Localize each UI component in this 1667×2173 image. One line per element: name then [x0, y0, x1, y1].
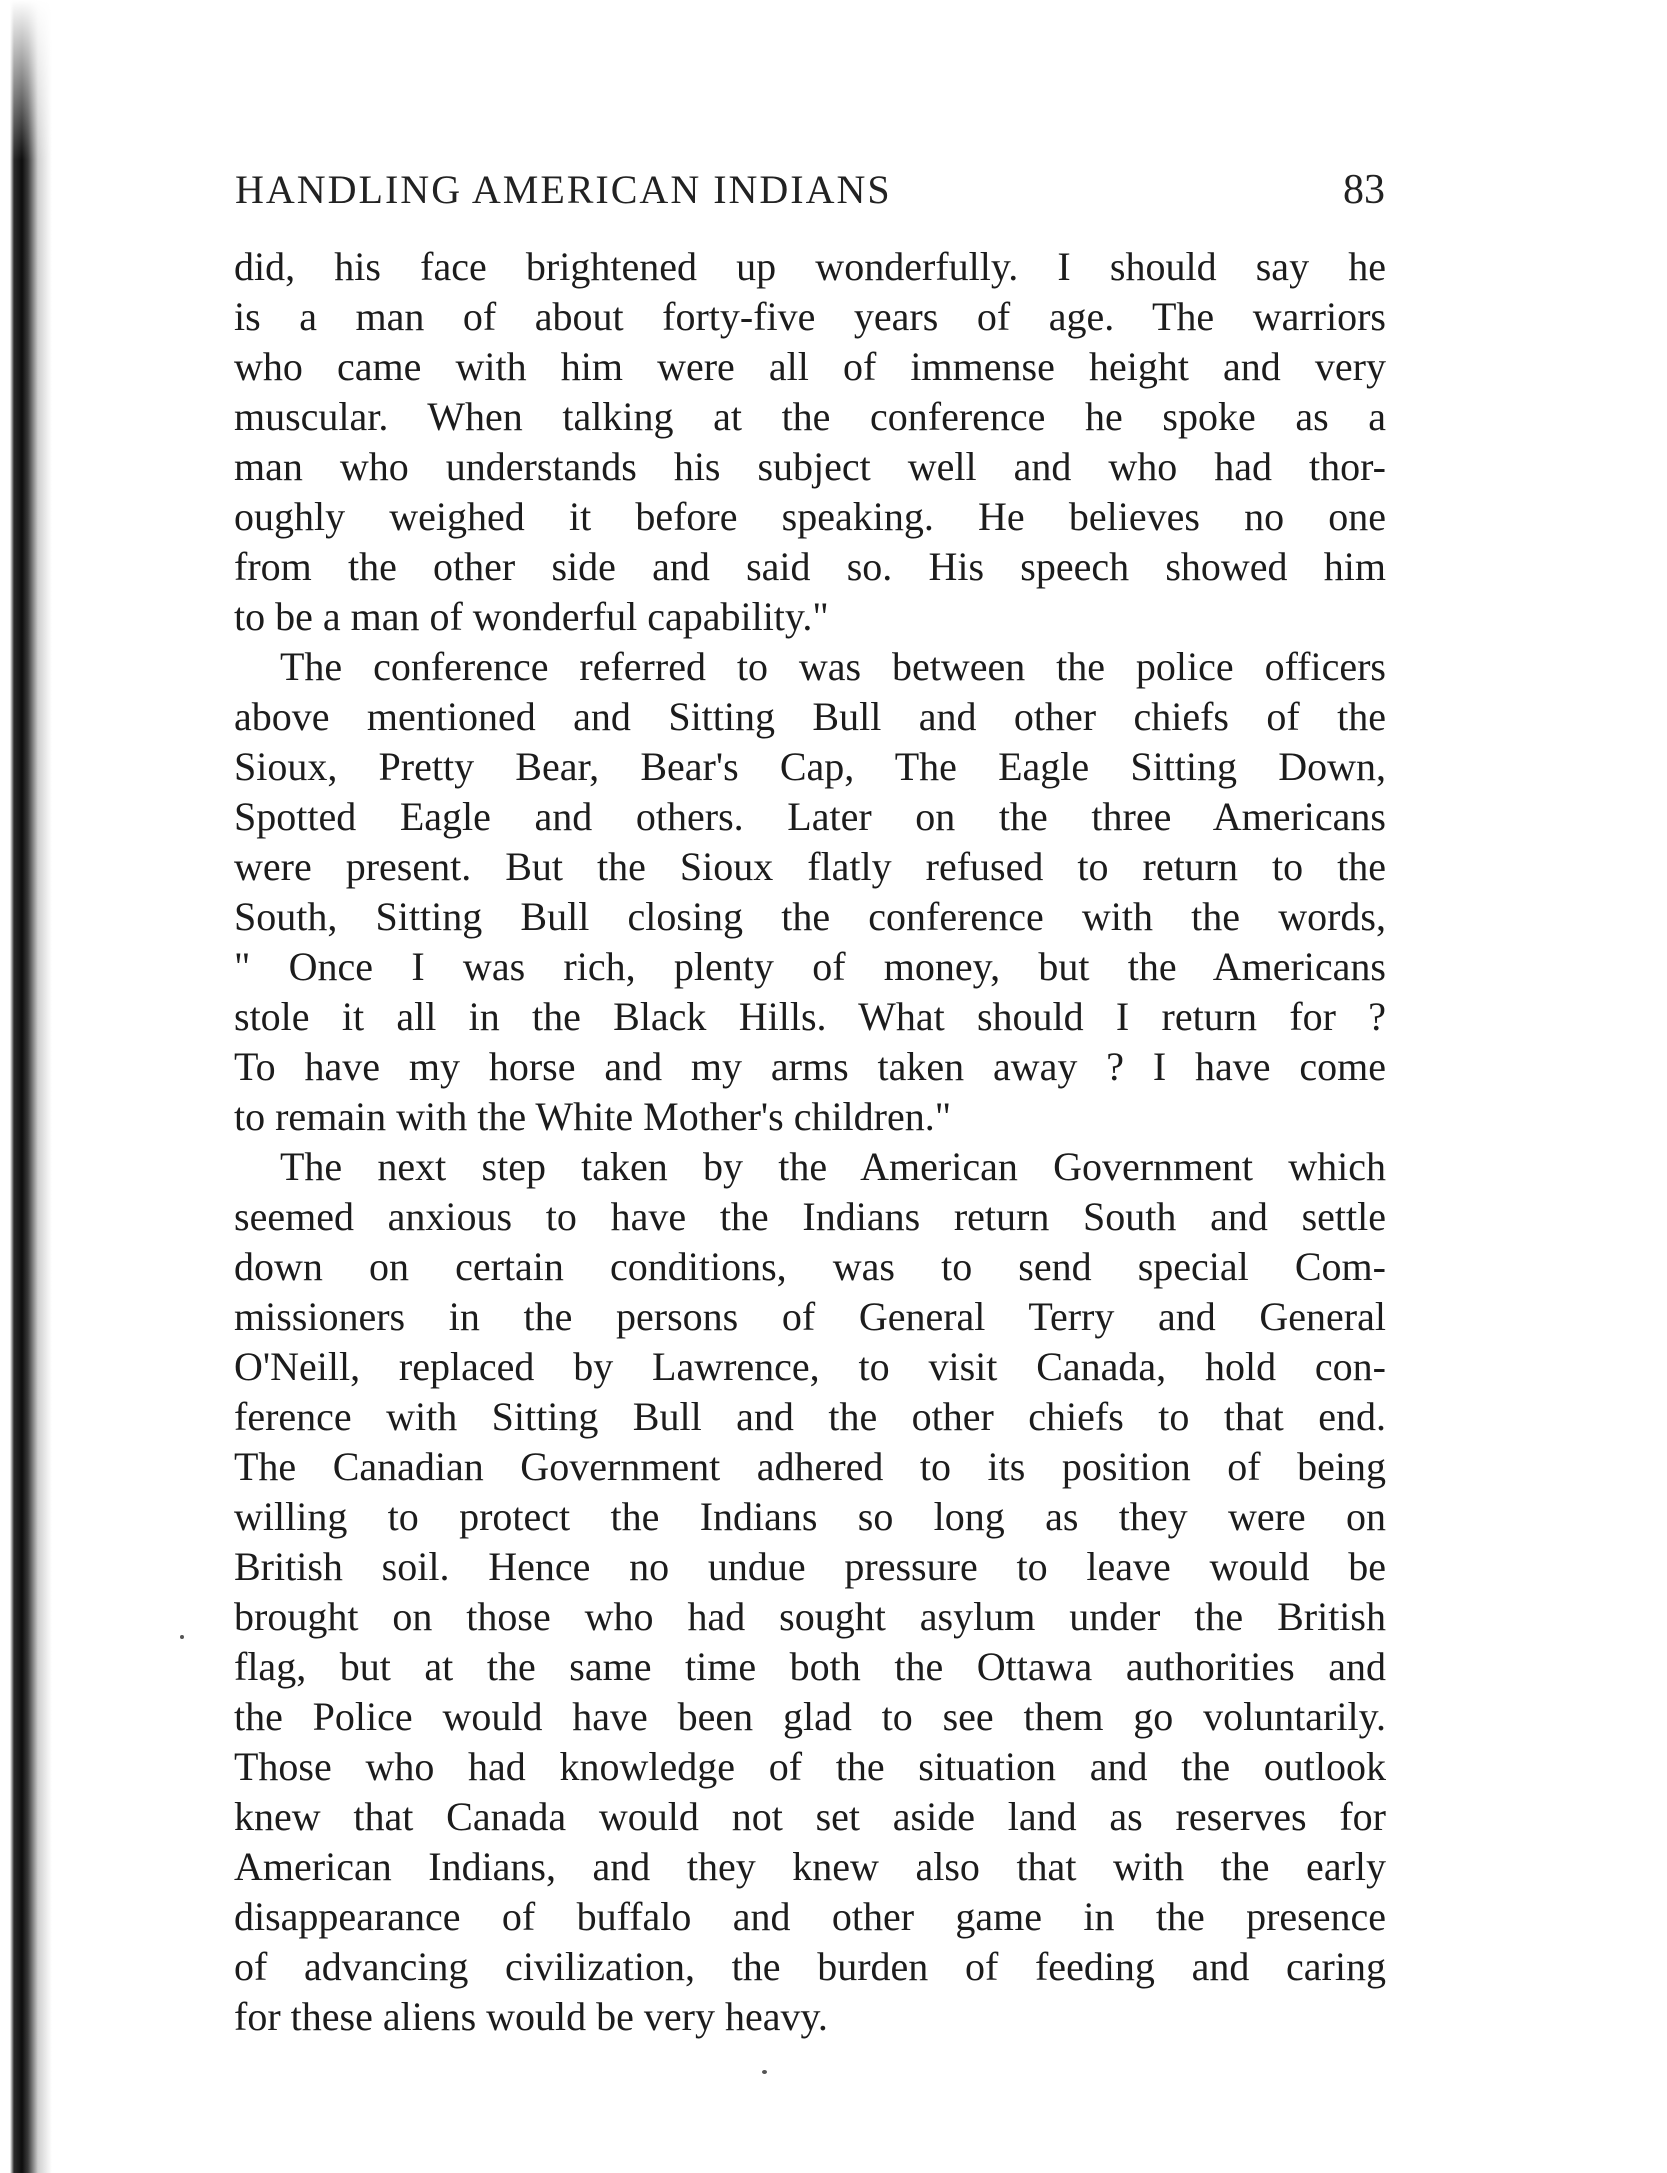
text-line: above mentioned and Sitting Bull and other chiefs of the	[234, 694, 1386, 739]
text-line: The conference referred to was between the police officers	[280, 644, 1386, 689]
page-gutter-shadow	[0, 0, 52, 2173]
text-line: South, Sitting Bull closing the conference with the words,	[234, 894, 1386, 939]
page-number: 83	[1343, 167, 1385, 213]
text-line: seemed anxious to have the Indians return South and settle	[234, 1194, 1386, 1239]
text-line: flag, but at the same time both the Ottawa authorities and	[234, 1644, 1386, 1689]
text-line: missioners in the persons of General Terry and General	[234, 1294, 1386, 1339]
running-title: HANDLING AMERICAN INDIANS	[235, 167, 892, 212]
text-line: is a man of about forty-five years of age. The warriors	[234, 294, 1386, 339]
text-line: to be a man of wonderful capability."	[234, 594, 829, 639]
text-line: man who understands his subject well and who had thor-	[234, 444, 1386, 489]
text-line: Those who had knowledge of the situation and the outlook	[234, 1744, 1386, 1789]
text-line: To have my horse and my arms taken away ? I have come	[234, 1044, 1386, 1089]
text-line: The Canadian Government adhered to its position of being	[234, 1444, 1386, 1489]
text-line: down on certain conditions, was to send special Com-	[234, 1244, 1386, 1289]
text-line: Sioux, Pretty Bear, Bear's Cap, The Eagle Sitting Down,	[234, 744, 1386, 789]
text-line: who came with him were all of immense height and very	[234, 344, 1386, 389]
text-line: ference with Sitting Bull and the other chiefs to that end.	[234, 1394, 1386, 1439]
body-text	[234, 242, 1386, 2042]
text-line: American Indians, and they knew also that with the early	[234, 1844, 1386, 1889]
scan-speck	[762, 2070, 767, 2074]
text-line: disappearance of buffalo and other game in the presence	[234, 1894, 1386, 1939]
text-line: were present. But the Sioux flatly refused to return to the	[234, 844, 1386, 889]
text-line: knew that Canada would not set aside land as reserves for	[234, 1794, 1386, 1839]
text-line: The next step taken by the American Government which	[280, 1144, 1386, 1189]
text-line: to remain with the White Mother's children."	[234, 1094, 952, 1139]
text-line: for these aliens would be very heavy.	[234, 1994, 828, 2039]
gutter-fade	[0, 0, 52, 160]
text-line: brought on those who had sought asylum under the British	[234, 1594, 1386, 1639]
text-line: Spotted Eagle and others. Later on the three Americans	[234, 794, 1386, 839]
text-line: of advancing civilization, the burden of feeding and caring	[234, 1944, 1386, 1989]
text-line: did, his face brightened up wonderfully. I should say he	[234, 244, 1386, 289]
text-line: " Once I was rich, plenty of money, but the Americans	[234, 944, 1386, 989]
text-line: muscular. When talking at the conference he spoke as a	[234, 394, 1386, 439]
text-line: from the other side and said so. His speech showed him	[234, 544, 1386, 589]
text-line: oughly weighed it before speaking. He believes no one	[234, 494, 1386, 539]
text-line: British soil. Hence no undue pressure to leave would be	[234, 1544, 1386, 1589]
text-line: stole it all in the Black Hills. What should I return for ?	[234, 994, 1386, 1039]
scan-speck	[180, 1635, 184, 1639]
text-line: willing to protect the Indians so long as they were on	[234, 1494, 1386, 1539]
text-line: the Police would have been glad to see them go voluntarily.	[234, 1694, 1386, 1739]
text-line: O'Neill, replaced by Lawrence, to visit Canada, hold con-	[234, 1344, 1386, 1389]
page-header	[235, 160, 1385, 220]
